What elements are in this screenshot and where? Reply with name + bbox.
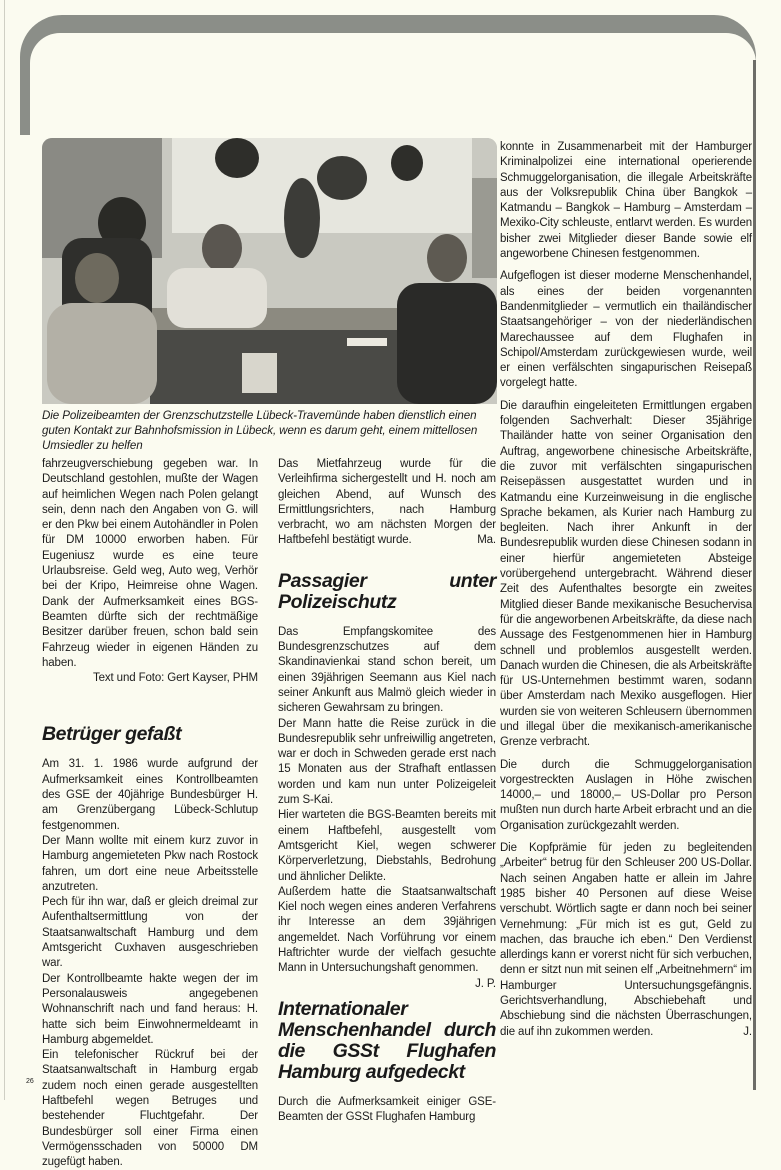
paragraph: Pech für ihn war, daß er gleich dreimal zur Aufenthaltsermittlung von der Staatsanwaltschaft Hamburg und dem Amtsgericht Cuxhaven ausgeschrieben war. xyxy=(42,896,258,970)
paragraph-text: Das Mietfahrzeug wurde für die Verleihfirma sichergestellt und H. noch am gleichen Abend, auf Wunsch des Ermittlungsrichters, nach Hamburg verbracht, wo am nächsten Morgen der Haftbefehl bestätigt wurde. xyxy=(278,458,496,547)
paragraph: fahrzeugverschiebung gegeben war. In Deutschland gestohlen, mußte der Wagen auf heimlichen Wegen nach Polen gelangt sein, denn nach den Angaben von G. will er den Pkw bei einem Autohändler in Polen für DM 10000 erworben haben. Für Eugeniusz wurde es eine teure Urlaubsreise. Geld weg, Auto weg, Verhör bei der Kripo, Heimreise ohne Wagen. Dank der Aufmerksamkeit eines BGS-Beamten dürfte sich der rechtmäßige Besitzer darüber freuen, schon bald sein Fahrzeug wieder in eigenen Händen zu haben. xyxy=(42,458,258,669)
paragraph: Die durch die Schmuggelorganisation vorgestreckten Auslagen in Höhe zwischen 14000,– und 18000,– US-Dollar pro Person mußten nun durch harte Arbeit erbracht und an die Organisation zurückgezahlt werden. xyxy=(500,758,752,832)
paragraph: Der Kontrollbeamte hakte wegen der im Personalausweis angegebenen Wohnanschrift nach und fand heraus: H. hatte sich beim Einwohnermeldeamt in Hamburg abgemeldet. xyxy=(42,972,258,1046)
paragraph: Der Mann hatte die Reise zurück in die Bundesrepublik sehr unfreiwillig angetreten, war er doch in Schweden gerade erst nach 15 Monaten aus der Strafhaft entlassen worden und kam nun unter Polizeigeleit zum S-Kai. xyxy=(278,717,496,807)
paragraph: konnte in Zusammenarbeit mit der Hamburger Kriminalpolizei eine international operierende Schmuggelorganisation, die illegale Arbeitskräfte aus der Volksrepublik China über Bangkok – Katmandu – Bangkok – Hamburg – Amsterdam – Mexiko-City schleuste, entlarvt werden. Es wurden bisher zwei Mitglieder dieser Bande sowie elf angeworbene Chinesen festgenommen. xyxy=(500,141,752,261)
paragraph: Hier warteten die BGS-Beamten bereits mit einem Haftbefehl, ausgestellt vom Amtsgericht Kiel, wegen schwerer Körperverletzung, Diebstahls, Bedrohung und ähnlicher Delikte. xyxy=(278,809,496,883)
headline-menschenhandel: Internationaler Menschenhandel durch die GSSt Flughafen Hamburg aufgedeckt xyxy=(278,997,496,1083)
page-number: 26 xyxy=(26,1078,34,1085)
frame-rule xyxy=(753,60,756,1090)
paragraph: Der Mann wollte mit einem kurz zuvor in Hamburg angemieteten Pkw nach Rostock fahren, um dort eine neue Arbeitsstelle anzutreten. xyxy=(42,834,258,893)
scan-edge xyxy=(4,0,5,1100)
article-photo xyxy=(42,138,497,404)
column-middle xyxy=(278,457,496,1125)
paragraph: Am 31. 1. 1986 wurde aufgrund der Aufmerksamkeit eines Kontrollbeamten des GSE der 40jährige Bundesbürger H. am Grenzübergang Lübeck-Schlutup festgenommen. xyxy=(42,758,258,832)
paragraph xyxy=(500,841,752,1040)
paragraph xyxy=(278,457,496,549)
author-signature: J. P. xyxy=(475,977,496,990)
paragraph: Ein telefonischer Rückruf bei der Staatsanwaltschaft in Hamburg ergab zudem noch einen gerade ausgestellten Haftbefehl wegen Betruges und bestehender Fluchtgefahr. Der Bundesbürger soll einer Firma einen Vermögensschaden von 50000 DM zugefügt haben. xyxy=(42,1049,258,1169)
column-right xyxy=(500,140,752,1040)
paragraph xyxy=(278,885,496,990)
paragraph: Aufgeflogen ist dieser moderne Menschenhandel, als eines der beiden vorgenannten Bandenmitglieder – vermutlich ein thailändischer Staatsangehöriger – von der niederländischen Marechaussee auf dem Flughafen in Schipol/Amsterdam zurückgewiesen wurde, weil er einen verfälschten singapurischen Reisepaß vorgelegt hatte. xyxy=(500,270,752,390)
photo-credit: Text und Foto: Gert Kayser, PHM xyxy=(92,672,258,685)
paragraph-text: Die Kopfprämie für jeden zu begleitenden „Arbeiter“ betrug für den Schleuser 200 US-Dollar. Nach seinen Angaben hatte er allein im Jahre 1985 bisher 40 Personen auf diese Weise verschubt. Wörtlich sagte er dann noch bei seiner Vernehmung: „Für mich ist es gut, Geld zu machen, das brauche ich eben.“ Den Verdienst allerdings kann er vorerst nicht für sich verbuchen, denn er sitzt nun mit seinen elf „Arbeitnehmern“ im Hamburger Untersuchungsgefängnis. Gerichtsverhandlung, Abschiebehaft und Abschiebung sind die nächsten Überraschungen, die auf ihn zukommen werden. xyxy=(500,842,752,1038)
photo-caption: Die Polizeibeamten der Grenzschutzstelle Lübeck-Travemünde haben dienstlich einen guten Kontakt zur Bahnhofsmission in Lübeck, wenn es darum geht, einem mittellosen Umsiedler zu helfen xyxy=(42,409,478,452)
paragraph: Die daraufhin eingeleiteten Ermittlungen ergaben folgenden Sachverhalt: Dieser 35jährige Thailänder hatte von seiner Organisation den Auftrag, angeworbene chinesische Arbeitskräfte, die zuvor mit verfälschten singapurischen Reisepässen ausgestattet wurden und in Katmandu eine Kurzeinweisung in die englische Sprache bekamen, als Kurier nach Hamburg zu begleiten. Nach ihrer Ankunft in der Bundesrepublik wurden diese Chinesen sodann in einer hierfür angemieteten Absteige vorübergehend untergebracht. Während dieser Zeit des Aufenthaltes besorgte ein zweites Mitglied dieser Bande mexikanische Besuchervisa für die angeworbenen Arbeitskräfte, da diese nach Aussage des Festgenommenen hier in Hamburg schnell und problemlos ausgestellt werden. Danach wurden die Chinesen, die als Arbeitskräfte für US-Unternehmen bestimmt waren, sodann über Amsterdam nach Mexiko ausgeflogen. Hier wurden sie von weiteren Schleusern übernommen und illegal über die mexikanisch-amerikanische Grenze verbracht. xyxy=(500,399,752,749)
photo-officers-and-mission-staff xyxy=(42,138,497,404)
headline-passagier: Passagier unter Polizeischutz xyxy=(278,569,496,613)
author-signature: J. xyxy=(743,1025,752,1038)
author-signature: Ma. xyxy=(477,534,496,547)
headline-betrueger: Betrüger gefaßt xyxy=(42,723,182,746)
paragraph: Durch die Aufmerksamkeit einiger GSE-Beamten der GSSt Flughafen Hamburg xyxy=(278,1095,496,1123)
paragraph-text: Außerdem hatte die Staatsanwaltschaft Kiel noch wegen eines anderen Verfahrens ihr Interesse an dem 39jährigen angemeldet. Nach Vorführung vor einem Haftrichter wurde der vielfach gesuchte Mann in Untersuchungshaft genommen. xyxy=(278,885,496,975)
paragraph: Das Empfangskomitee des Bundesgrenzschutzes auf dem Skandinavienkai stand schon bereit, um einen 39jährigen Seemann aus Kiel nach seiner Ankunft aus Malmö gleich wieder in sicheren Gewahrsam zu bringen. xyxy=(278,625,496,715)
column-left xyxy=(42,457,258,1170)
